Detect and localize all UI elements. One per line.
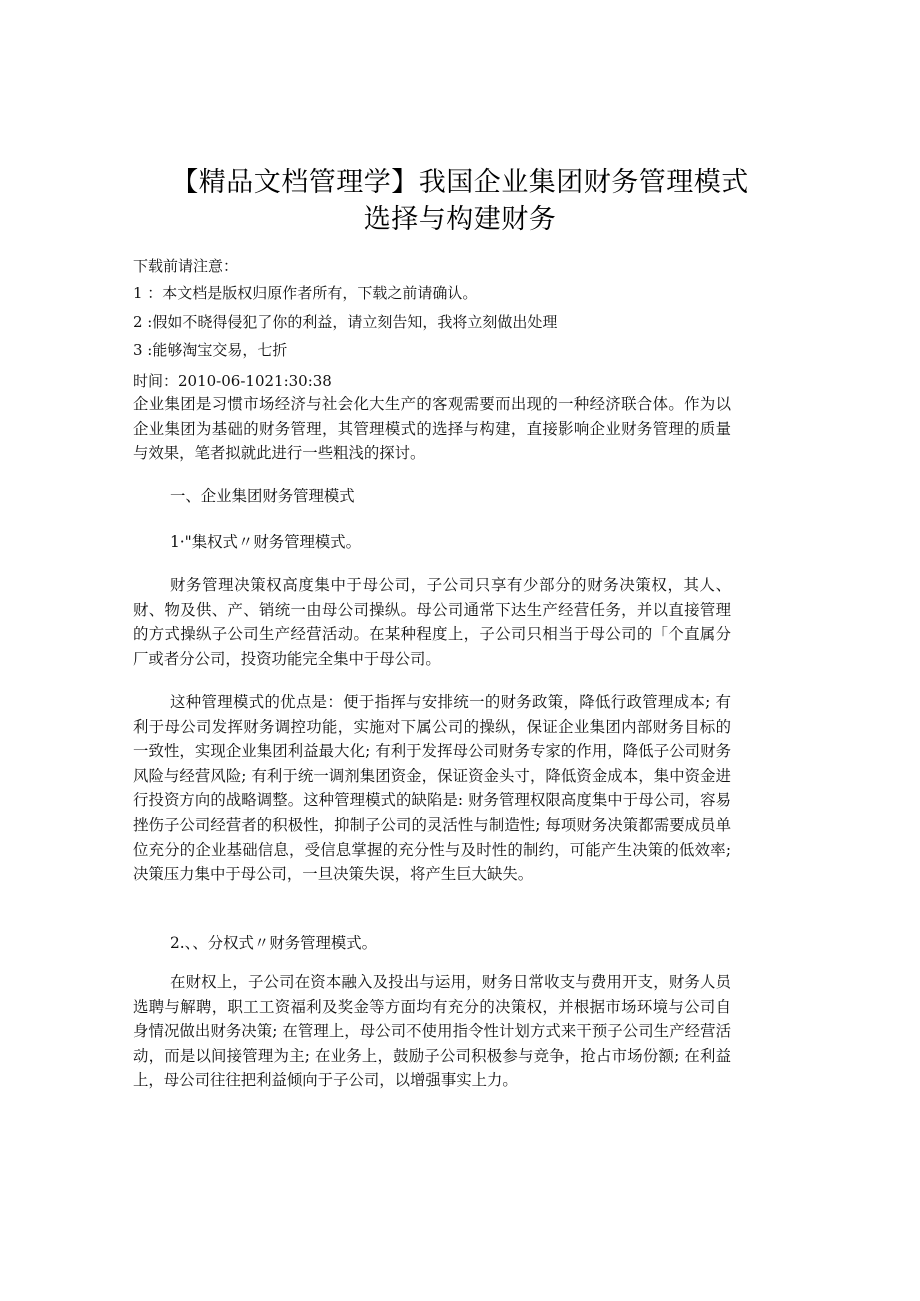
notice-item-3: 3 :能够淘宝交易，七折 — [133, 341, 288, 359]
document-title-line2: 选择与构建财务 — [363, 204, 557, 235]
notice-item-2: 2 :假如不晓得侵犯了你的利益，请立刻告知，我将立刻做出处理 — [133, 313, 558, 331]
intro-paragraph: 企业集团是习惯市场经济与社会化大生产的客观需要而出现的一种经济联合体。作为以企业集团为基础的财务管理，其管理模式的选择与构建，直接影响企业财务管理的质量与效果，笔者拟就此进行一些粗浅的探讨。 — [133, 395, 731, 463]
paragraph-centralized-2: 这种管理模式的优点是：便于指挥与安排统一的财务政策，降低行政管理成本; 有利于母公司发挥财务调控功能，实施对下属公司的操纵，保证企业集团内部财务目标的一致性，实现企业集团利益最大化; 有利于发挥母公司财务专家的作用，降低子公司财务风险与经营风险; 有利于统一调剂集团资金，保证资金头寸，降低资金成本，集中资金进行投资方向的战略调整。这种管理模式的缺陷是: 财务管理权限高度集中于母公司，容易挫伤子公司经营者的积极性，抑制子公司的灵活性与制造性; 每项财务决策都需要成员单位充分的企业基础信息，受信息掌握的充分性与及时性的制约，可能产生决策的低效率; 决策压力集中于母公司，一旦决策失误，将产生巨大缺失。 — [133, 693, 731, 884]
subsection-heading-1: 1·"集权式〃财务管理模式。 — [170, 533, 362, 551]
paragraph-decentralized-1: 在财权上，子公司在资本融入及投出与运用，财务日常收支与费用开支，财务人员选聘与解聘，职工工资福利及奖金等方面均有充分的决策权，并根据市场环境与公司自身情况做出财务决策; 在管理上，母公司不使用指令性计划方式来干预子公司生产经营活动，而是以间接管理为主; 在业务上，鼓励子公司积极参与竞争，抢占市场份额; 在利益上，母公司往往把利益倾向于子公司，以增强事实上力。 — [133, 973, 731, 1090]
section-heading-1: 一、企业集团财务管理模式 — [170, 487, 355, 505]
paragraph-centralized-1: 财务管理决策权高度集中于母公司，子公司只享有少部分的财务决策权，其人、财、物及供、产、销统一由母公司操纵。母公司通常下达生产经营任务，并以直接管理的方式操纵子公司生产经营活动。在某种程度上，子公司只相当于母公司的「个直属分厂或者分公司，投资功能完全集中于母公司。 — [133, 576, 731, 668]
notice-heading: 下载前请注意： — [133, 257, 239, 275]
notice-item-1: 1 ：本文档是版权归原作者所有，下载之前请确认。 — [133, 284, 478, 302]
timestamp: 时间：2010-06-1021:30:38 — [133, 372, 332, 390]
subsection-heading-2: 2.、、分权式〃财务管理模式。 — [170, 934, 378, 952]
document-title-line1: 【精品文档管理学】我国企业集团财务管理模式 — [171, 167, 749, 198]
